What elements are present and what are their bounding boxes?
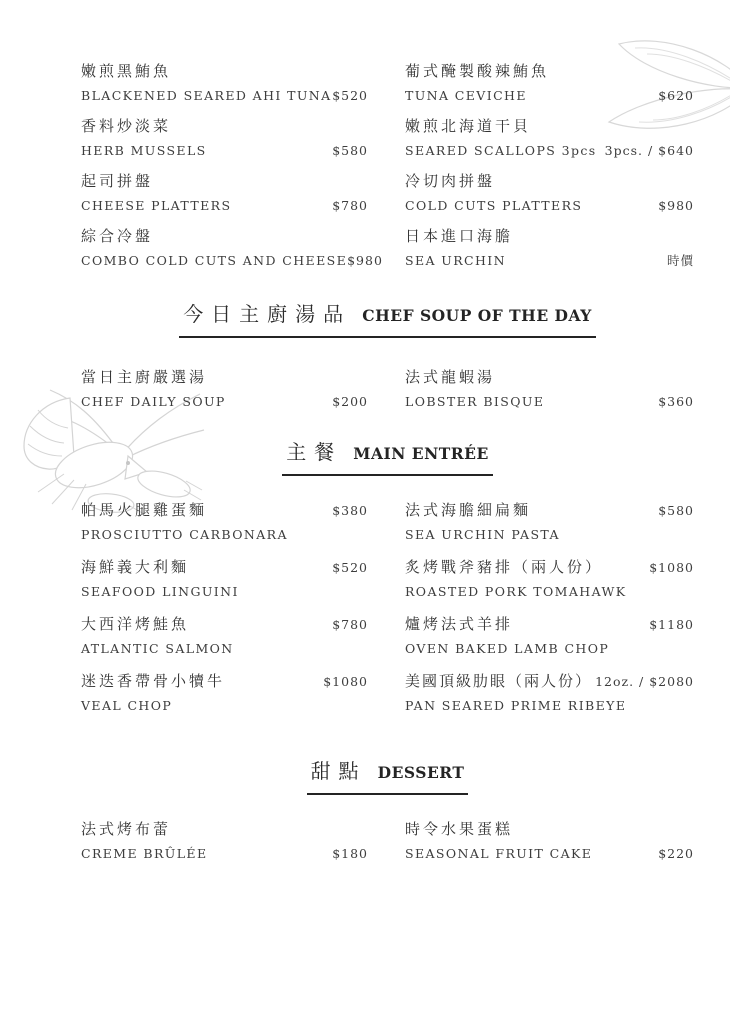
menu-item: [81, 502, 368, 542]
item-name-en: COLD CUTS PLATTERS: [405, 198, 583, 213]
item-name-zh: 葡式醃製酸辣鮪魚: [405, 63, 550, 80]
menu-item: [405, 228, 694, 268]
item-name-zh: 爐烤法式羊排: [405, 616, 514, 633]
item-name-en: PAN SEARED PRIME RIBEYE: [405, 698, 627, 713]
item-name-zh: 日本進口海膽: [405, 228, 514, 245]
section-dessert: [81, 821, 694, 861]
section-title-underline: [179, 303, 596, 338]
section-title-en: MAIN ENTRÉE: [353, 444, 489, 463]
item-name-zh: 嫩煎黑鮪魚: [81, 63, 172, 80]
menu-item: [405, 173, 694, 213]
item-name-zh: 當日主廚嚴選湯: [81, 369, 208, 386]
item-price: $520: [332, 560, 368, 575]
item-price: $380: [332, 503, 368, 518]
item-name-zh: 迷迭香帶骨小犢牛: [81, 673, 226, 690]
item-price: $620: [658, 88, 694, 103]
menu-item: [81, 616, 368, 656]
menu-item: [405, 559, 694, 599]
item-price: $1180: [649, 617, 694, 632]
item-name-en: BLACKENED SEARED AHI TUNA: [81, 88, 332, 103]
item-name-zh: 法式烤布蕾: [81, 821, 172, 838]
item-name-en: SEA URCHIN: [405, 253, 506, 268]
section-title-zh: 今日主廚湯品: [183, 304, 352, 326]
item-price: $520: [332, 88, 368, 103]
item-name-en: TUNA CEVICHE: [405, 88, 527, 103]
section-title-underline: [307, 760, 469, 795]
menu-item: [81, 63, 368, 103]
item-name-en: SEASONAL FRUIT CAKE: [405, 846, 593, 861]
item-price: $1080: [323, 674, 368, 689]
item-name-en: CHEESE PLATTERS: [81, 198, 232, 213]
section-title-en: CHEF SOUP OF THE DAY: [362, 306, 592, 325]
item-name-en: ROASTED PORK TOMAHAWK: [405, 584, 627, 599]
item-name-en: HERB MUSSELS: [81, 143, 207, 158]
item-price: $780: [332, 198, 368, 213]
item-price: 3pcs. / $640: [604, 143, 694, 158]
item-name-zh: 大西洋烤鮭魚: [81, 616, 190, 633]
item-price: 12oz. / $2080: [595, 674, 694, 689]
menu-item: [405, 616, 694, 656]
section-mains: [81, 502, 694, 713]
item-name-zh: 法式龍蝦湯: [405, 369, 496, 386]
item-name-en: LOBSTER BISQUE: [405, 394, 545, 409]
menu-item: [405, 369, 694, 409]
menu-item: [81, 118, 368, 158]
item-price: $980: [658, 198, 694, 213]
item-name-zh: 炙烤戰斧豬排（兩人份）: [405, 559, 604, 576]
item-name-en: SEARED SCALLOPS 3pcs: [405, 143, 597, 158]
section-header-mains: [81, 441, 694, 476]
item-price: 時價: [666, 253, 694, 268]
section-soup: [81, 369, 694, 409]
item-name-en: PROSCIUTTO CARBONARA: [81, 527, 288, 542]
item-price: $360: [658, 394, 694, 409]
item-price: $1080: [649, 560, 694, 575]
menu-item: [81, 673, 368, 713]
menu-item: [405, 673, 694, 713]
item-name-en: CHEF DAILY SOUP: [81, 394, 226, 409]
menu-item: [81, 821, 368, 861]
item-name-zh: 綜合冷盤: [81, 228, 154, 245]
item-name-zh: 海鮮義大利麵: [81, 559, 190, 576]
item-name-en: SEA URCHIN PASTA: [405, 527, 560, 542]
item-price: $200: [332, 394, 368, 409]
item-price: $180: [332, 846, 368, 861]
item-price: $780: [332, 617, 368, 632]
menu-item: [405, 821, 694, 861]
menu-item: [405, 63, 694, 103]
item-name-en: CREME BRÛLÉE: [81, 846, 208, 861]
menu-item: [81, 173, 368, 213]
menu-item: [405, 502, 694, 542]
menu-item: [81, 559, 368, 599]
item-price: $220: [658, 846, 694, 861]
item-name-zh: 法式海膽細扁麵: [405, 502, 532, 519]
section-title-zh: 主餐: [286, 442, 343, 464]
section-title-underline: [282, 441, 493, 476]
section-title-zh: 甜點: [310, 761, 367, 783]
menu-item: [81, 369, 368, 409]
item-name-en: ATLANTIC SALMON: [81, 641, 234, 656]
section-appetizers: [81, 63, 694, 268]
section-title-en: DESSERT: [377, 763, 465, 782]
menu-item: [405, 118, 694, 158]
item-name-en: SEAFOOD LINGUINI: [81, 584, 239, 599]
item-name-en: COMBO COLD CUTS AND CHEESE: [81, 253, 348, 268]
item-name-zh: 美國頂級肋眼（兩人份）: [405, 673, 593, 690]
item-name-zh: 嫩煎北海道干貝: [405, 118, 532, 135]
item-price: $580: [332, 143, 368, 158]
item-name-en: OVEN BAKED LAMB CHOP: [405, 641, 610, 656]
item-price: $980: [347, 253, 383, 268]
item-name-zh: 時令水果蛋糕: [405, 821, 514, 838]
item-name-zh: 冷切肉拼盤: [405, 173, 496, 190]
item-name-zh: 起司拼盤: [81, 173, 154, 190]
section-header-soup: [81, 303, 694, 338]
item-name-zh: 帕馬火腿雞蛋麵: [81, 502, 208, 519]
item-name-zh: 香料炒淡菜: [81, 118, 172, 135]
item-name-en: VEAL CHOP: [81, 698, 173, 713]
menu-item: [81, 228, 383, 268]
section-header-dessert: [81, 760, 694, 795]
item-price: $580: [658, 503, 694, 518]
